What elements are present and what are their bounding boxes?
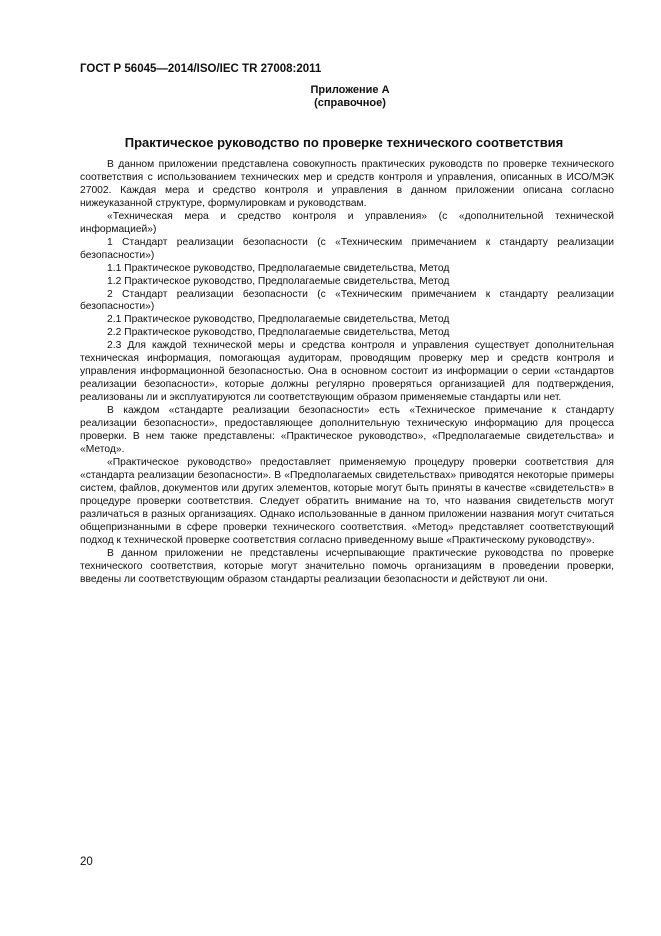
paragraph: «Техническая мера и средство контроля и управления» (с «дополнительной технической информацией») [80, 210, 614, 235]
section-title: Практическое руководство по проверке технического соответствия [124, 135, 564, 150]
paragraph: «Практическое руководство» предоставляет применяемую процедуру проверки соответствия для «стандарта реализации безопасности». В «Предполагаемых свидетельствах» приводятся некоторые примеры систем, файлов, документов или других элементов, которые могут быть приняты в качестве «свидетельств» в процедуре проверки соответствия. Следует обратить внимание на то, что названия свидетельств могут различаться в разных организациях. Однако использованные в данном приложении названия могут считаться общепризнанными в сфере проверки технического соответствия. «Метод» представляет соответствующий подход к технической проверке соответствия согласно приведенному выше «Практическому руководству». [80, 456, 614, 546]
paragraph: В данном приложении представлена совокупность практических руководств по проверке технического соответствия с использованием технических мер и средств контроля и управления, описанных в ИСО/МЭК 27002. Каждая мера и средство контроля и управления в данном приложении описана согласно нижеуказанной структуре, формулировкам и руководствам. [80, 159, 614, 209]
paragraph: 1.2 Практическое руководство, Предполагаемые свидетельства, Метод [107, 275, 450, 287]
appendix-label [280, 84, 420, 110]
document-header: ГОСТ Р 56045—2014/ISO/IEC TR 27008:2011 [80, 63, 322, 75]
paragraph: 2 Стандарт реализации безопасности (с «Техническим примечанием к стандарту реализации безопасности») [80, 288, 614, 313]
paragraph: В каждом «стандарте реализации безопасности» есть «Техническое примечание к стандарту реализации безопасности», предоставляющее дополнительную техническую информацию для процесса проверки. В нем также представлены: «Практическое руководство», «Предполагаемые свидетельства» и «Метод». [80, 405, 614, 455]
paragraph: В данном приложении не представлены исчерпывающие практические руководства по проверке технического соответствия, которые могут значительно помочь организациям в проведении проверки, введены ли соответствующим образом стандарты реализации безопасности и действуют ли они. [80, 547, 614, 585]
body-text [80, 159, 614, 586]
page-number: 20 [80, 856, 93, 868]
paragraph: 2.1 Практическое руководство, Предполагаемые свидетельства, Метод [107, 314, 450, 326]
paragraph: 1 Стандарт реализации безопасности (с «Техническим примечанием к стандарту реализации безопасности») [80, 236, 614, 261]
paragraph: 2.3 Для каждой технической меры и средства контроля и управления существует дополнительная техническая информация, помогающая аудиторам, проводящим проверку мер и средств контроля и управления информационной безопасностью. Она в основном состоит из информации о серии «стандартов реализации безопасности», которые должны регулярно проверяться организацией для подтверждения, реализованы ли и эксплуатируются ли соответствующим образом применяемые стандарты или нет. [80, 340, 614, 404]
paragraph: 2.2 Практическое руководство, Предполагаемые свидетельства, Метод [107, 327, 450, 339]
paragraph: 1.1 Практическое руководство, Предполагаемые свидетельства, Метод [107, 262, 450, 274]
appendix-note: (справочное) [314, 97, 386, 109]
appendix-title: Приложение А [310, 84, 390, 96]
